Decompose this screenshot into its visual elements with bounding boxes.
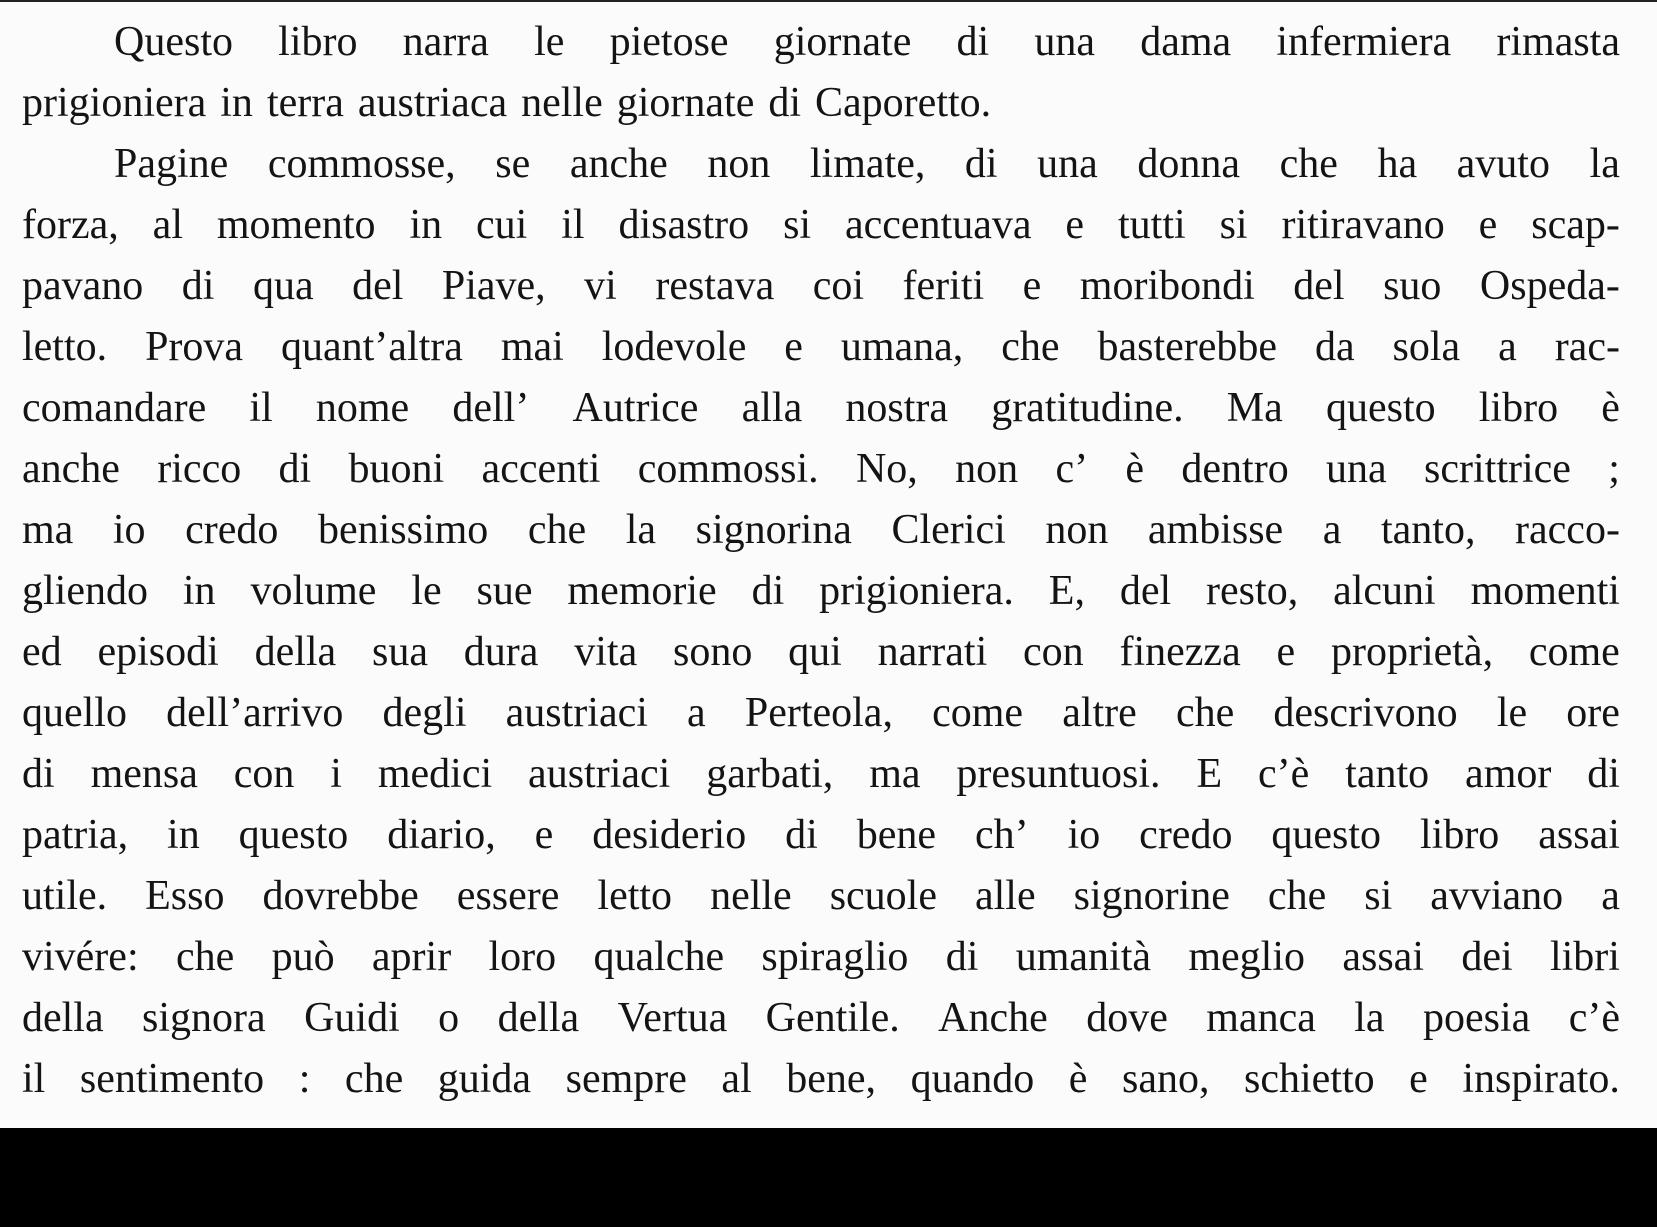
word: signora bbox=[142, 995, 266, 1041]
word: in bbox=[182, 568, 216, 614]
word: di bbox=[964, 141, 998, 187]
text-line bbox=[22, 561, 1620, 622]
word: libro bbox=[1478, 385, 1559, 431]
text-line bbox=[22, 378, 1620, 439]
word: lodevole bbox=[601, 324, 747, 370]
word: scrittrice bbox=[1424, 446, 1571, 492]
word: giornate bbox=[616, 80, 755, 126]
word: credo bbox=[1139, 812, 1233, 858]
word: ritiravano bbox=[1281, 202, 1445, 248]
word: nelle bbox=[710, 873, 792, 919]
word: altre bbox=[1062, 690, 1137, 736]
word: austriaca bbox=[357, 80, 508, 126]
word: benissimo bbox=[317, 507, 489, 553]
word: letto bbox=[597, 873, 673, 919]
word: Perteola, bbox=[744, 690, 893, 736]
word: quando bbox=[910, 1056, 1035, 1102]
text-line bbox=[22, 195, 1620, 256]
word: schietto bbox=[1244, 1056, 1375, 1102]
word: : bbox=[298, 1056, 311, 1102]
word: scuole bbox=[829, 873, 937, 919]
word: narrati bbox=[877, 629, 988, 675]
word: episodi bbox=[97, 629, 219, 675]
word: che bbox=[1279, 141, 1338, 187]
word: che bbox=[1267, 873, 1327, 919]
word: e bbox=[784, 324, 803, 370]
word: è bbox=[1068, 1056, 1088, 1102]
word: i bbox=[330, 751, 342, 797]
word: No, bbox=[855, 446, 918, 492]
word: feriti bbox=[902, 263, 985, 309]
word: le bbox=[1496, 690, 1528, 736]
text-line bbox=[22, 439, 1620, 500]
word: la bbox=[625, 507, 657, 553]
word: aprir bbox=[371, 934, 452, 980]
text-line bbox=[22, 622, 1620, 683]
word: dama bbox=[1140, 19, 1232, 65]
word: momento bbox=[216, 202, 376, 248]
word: meglio bbox=[1188, 934, 1306, 980]
word: desiderio bbox=[592, 812, 747, 858]
word: scap- bbox=[1531, 202, 1620, 248]
word: che bbox=[527, 507, 587, 553]
word: bene, bbox=[786, 1056, 877, 1102]
word: basterebbe bbox=[1097, 324, 1278, 370]
word: essere bbox=[456, 873, 560, 919]
text-line bbox=[22, 256, 1620, 317]
word: a bbox=[1322, 507, 1342, 553]
word: Prova bbox=[145, 324, 244, 370]
word: pavano bbox=[22, 263, 144, 309]
word: e bbox=[534, 812, 554, 858]
word: racco- bbox=[1515, 507, 1620, 553]
word: tutti bbox=[1117, 202, 1186, 248]
word: avviano bbox=[1430, 873, 1564, 919]
word: non bbox=[955, 446, 1019, 492]
word: sempre bbox=[565, 1056, 687, 1102]
word: restava bbox=[655, 263, 775, 309]
word: Pagine bbox=[114, 141, 229, 187]
word: assai bbox=[1538, 812, 1620, 858]
word: in bbox=[409, 202, 443, 248]
word: diario, bbox=[387, 812, 496, 858]
word: la bbox=[1354, 995, 1385, 1041]
word: alcuni bbox=[1333, 568, 1436, 614]
word: Caporetto. bbox=[815, 80, 992, 126]
word: di bbox=[785, 812, 818, 858]
word: Piave, bbox=[441, 263, 546, 309]
word: Esso bbox=[145, 873, 225, 919]
word: e bbox=[1022, 263, 1042, 309]
text-line bbox=[22, 73, 1620, 134]
word: e bbox=[1409, 1056, 1428, 1102]
word: cui bbox=[476, 202, 528, 248]
word: le bbox=[534, 19, 565, 65]
word: di bbox=[278, 446, 312, 492]
word: c’è bbox=[1258, 751, 1310, 797]
word: non bbox=[1045, 507, 1109, 553]
word: che bbox=[1175, 690, 1235, 736]
word: spiraglio bbox=[761, 934, 909, 980]
word: terra bbox=[266, 80, 344, 126]
word: di bbox=[956, 19, 990, 65]
word: ha bbox=[1377, 141, 1418, 187]
word: si bbox=[1364, 873, 1393, 919]
word: moribondi bbox=[1079, 263, 1255, 309]
word: da bbox=[1314, 324, 1355, 370]
word: signorina bbox=[695, 507, 852, 553]
word: si bbox=[1219, 202, 1248, 248]
word: Ma bbox=[1226, 385, 1283, 431]
word: ch’ bbox=[974, 812, 1029, 858]
word: poesia bbox=[1422, 995, 1531, 1041]
word: quello bbox=[22, 690, 127, 736]
word: come bbox=[1528, 629, 1620, 675]
word: dentro bbox=[1181, 446, 1289, 492]
word: che bbox=[175, 934, 235, 980]
word: ma bbox=[22, 507, 74, 553]
word: dell’arrivo bbox=[166, 690, 344, 736]
word: quant’altra bbox=[281, 324, 463, 370]
word: manca bbox=[1206, 995, 1316, 1041]
word: di bbox=[945, 934, 979, 980]
word: ambisse bbox=[1147, 507, 1284, 553]
word: a bbox=[687, 690, 706, 736]
word: Ospeda- bbox=[1479, 263, 1620, 309]
text-line bbox=[22, 988, 1620, 1049]
word: Vertua bbox=[617, 995, 728, 1041]
text-line bbox=[22, 317, 1620, 378]
word: con bbox=[233, 751, 295, 797]
word: di bbox=[1587, 751, 1620, 797]
word: libro bbox=[278, 19, 358, 65]
word: il bbox=[22, 1056, 46, 1102]
word: io bbox=[1067, 812, 1101, 858]
word: accenti bbox=[481, 446, 601, 492]
word: ricco bbox=[157, 446, 242, 492]
word: dura bbox=[463, 629, 539, 675]
text-line bbox=[22, 805, 1620, 866]
word: limate, bbox=[809, 141, 926, 187]
word: buoni bbox=[348, 446, 445, 492]
word: dell’ bbox=[452, 385, 530, 431]
word: E, bbox=[1048, 568, 1085, 614]
word: prigioniera. bbox=[819, 568, 1014, 614]
word: austriaci bbox=[528, 751, 671, 797]
word: una bbox=[1037, 141, 1098, 187]
word: la bbox=[1589, 141, 1620, 187]
word: Anche bbox=[938, 995, 1048, 1041]
word: di bbox=[768, 80, 802, 126]
word: questo bbox=[238, 812, 349, 858]
word: letto. bbox=[22, 324, 108, 370]
word: commossi. bbox=[637, 446, 819, 492]
word: come bbox=[932, 690, 1024, 736]
word: giornate bbox=[773, 19, 912, 65]
word: Clerici bbox=[891, 507, 1006, 553]
word: qua bbox=[252, 263, 314, 309]
word: momenti bbox=[1470, 568, 1620, 614]
word: questo bbox=[1271, 812, 1382, 858]
word: presuntuosi. bbox=[956, 751, 1161, 797]
word: che bbox=[344, 1056, 404, 1102]
word: è bbox=[1601, 385, 1620, 431]
word: forza, bbox=[22, 202, 119, 248]
word: nelle bbox=[521, 80, 603, 126]
word: del bbox=[1119, 568, 1172, 614]
word: ma bbox=[869, 751, 921, 797]
word: austriaci bbox=[505, 690, 648, 736]
word: al bbox=[152, 202, 183, 248]
word: loro bbox=[488, 934, 557, 980]
word: disastro bbox=[618, 202, 750, 248]
word: il bbox=[249, 385, 273, 431]
word: sono bbox=[673, 629, 753, 675]
word: non bbox=[707, 141, 771, 187]
word: comandare bbox=[22, 385, 207, 431]
word: in bbox=[220, 80, 253, 126]
word: memorie bbox=[567, 568, 717, 614]
word: vita bbox=[574, 629, 638, 675]
word: può bbox=[271, 934, 335, 980]
word: della bbox=[22, 995, 104, 1041]
word: e bbox=[1276, 629, 1296, 675]
text-line bbox=[22, 134, 1620, 195]
word: rac- bbox=[1554, 324, 1620, 370]
word: Guidi bbox=[304, 995, 400, 1041]
word: nome bbox=[315, 385, 410, 431]
word: del bbox=[1293, 263, 1345, 309]
word: vivére: bbox=[22, 934, 139, 980]
word: con bbox=[1023, 629, 1084, 675]
word: è bbox=[1125, 446, 1145, 492]
word: ore bbox=[1566, 690, 1620, 736]
word: vi bbox=[584, 263, 617, 309]
word: nostra bbox=[845, 385, 949, 431]
word: sue bbox=[476, 568, 533, 614]
word: rimasta bbox=[1496, 19, 1620, 65]
word: le bbox=[411, 568, 442, 614]
word: del bbox=[352, 263, 404, 309]
word: o bbox=[438, 995, 460, 1041]
word: Questo bbox=[114, 19, 233, 65]
word: una bbox=[1034, 19, 1096, 65]
word: che bbox=[1001, 324, 1060, 370]
word: assai bbox=[1342, 934, 1424, 980]
word: questo bbox=[1325, 385, 1436, 431]
word: a bbox=[1498, 324, 1517, 370]
word: narra bbox=[402, 19, 489, 65]
word: mai bbox=[500, 324, 564, 370]
text-line bbox=[22, 500, 1620, 561]
word: amor bbox=[1465, 751, 1552, 797]
word: sentimento bbox=[79, 1056, 265, 1102]
text-line bbox=[22, 683, 1620, 744]
review-text bbox=[22, 12, 1620, 1110]
word: sano, bbox=[1121, 1056, 1210, 1102]
word: di bbox=[22, 751, 55, 797]
word: libri bbox=[1549, 934, 1620, 980]
word: ed bbox=[22, 629, 62, 675]
word: alle bbox=[974, 873, 1036, 919]
word: in bbox=[167, 812, 200, 858]
word: libro bbox=[1419, 812, 1500, 858]
word: descrivono bbox=[1273, 690, 1458, 736]
text-line bbox=[22, 1049, 1620, 1110]
word: commosse, bbox=[267, 141, 456, 187]
word: credo bbox=[185, 507, 279, 553]
word: donna bbox=[1137, 141, 1241, 187]
word: accentuava bbox=[844, 202, 1032, 248]
word: e bbox=[1065, 202, 1085, 248]
word: guida bbox=[437, 1056, 532, 1102]
word: umana, bbox=[840, 324, 964, 370]
word: coi bbox=[812, 263, 865, 309]
word: inspirato. bbox=[1462, 1056, 1620, 1102]
word: a bbox=[1601, 873, 1620, 919]
word: bene bbox=[856, 812, 937, 858]
page-top-edge bbox=[0, 0, 1657, 2]
word: patria, bbox=[22, 812, 129, 858]
word: resto, bbox=[1206, 568, 1299, 614]
word: anche bbox=[22, 446, 120, 492]
word: c’ bbox=[1055, 446, 1089, 492]
word: E bbox=[1196, 751, 1223, 797]
word: sola bbox=[1392, 324, 1461, 370]
word: qui bbox=[788, 629, 842, 675]
word: umanità bbox=[1015, 934, 1152, 980]
word: si bbox=[783, 202, 812, 248]
word: Autrice bbox=[572, 385, 699, 431]
word: tanto bbox=[1345, 751, 1430, 797]
word: proprietà, bbox=[1330, 629, 1494, 675]
word: della bbox=[497, 995, 580, 1041]
word: degli bbox=[382, 690, 467, 736]
word: pietose bbox=[609, 19, 729, 65]
text-line bbox=[22, 866, 1620, 927]
word: qualche bbox=[593, 934, 725, 980]
word: se bbox=[495, 141, 531, 187]
word: io bbox=[112, 507, 146, 553]
word: finezza bbox=[1119, 629, 1241, 675]
word: signorine bbox=[1073, 873, 1230, 919]
word: dei bbox=[1461, 934, 1513, 980]
text-line bbox=[22, 12, 1620, 73]
text-line bbox=[22, 927, 1620, 988]
word: infermiera bbox=[1276, 19, 1452, 65]
word: Gentile. bbox=[765, 995, 900, 1041]
word: tanto, bbox=[1380, 507, 1476, 553]
word: suo bbox=[1383, 263, 1442, 309]
word: anche bbox=[569, 141, 668, 187]
scan-margin bbox=[0, 1128, 1657, 1227]
word: prigioniera bbox=[22, 80, 207, 126]
word: e bbox=[1478, 202, 1498, 248]
word: di bbox=[181, 263, 215, 309]
word: alla bbox=[741, 385, 803, 431]
text-line bbox=[22, 744, 1620, 805]
word: gliendo bbox=[22, 568, 148, 614]
word: gratitudine. bbox=[991, 385, 1184, 431]
word: utile. bbox=[22, 873, 108, 919]
word: avuto bbox=[1456, 141, 1550, 187]
word: al bbox=[721, 1056, 752, 1102]
word: sua bbox=[372, 629, 428, 675]
word: c’è bbox=[1568, 995, 1620, 1041]
word: una bbox=[1326, 446, 1387, 492]
word: il bbox=[561, 202, 585, 248]
word: volume bbox=[250, 568, 377, 614]
word: ; bbox=[1608, 446, 1620, 492]
word: mensa bbox=[90, 751, 198, 797]
word: dovrebbe bbox=[262, 873, 419, 919]
word: della bbox=[254, 629, 337, 675]
word: dove bbox=[1086, 995, 1168, 1041]
word: di bbox=[751, 568, 785, 614]
word: garbati, bbox=[706, 751, 834, 797]
word: medici bbox=[377, 751, 493, 797]
